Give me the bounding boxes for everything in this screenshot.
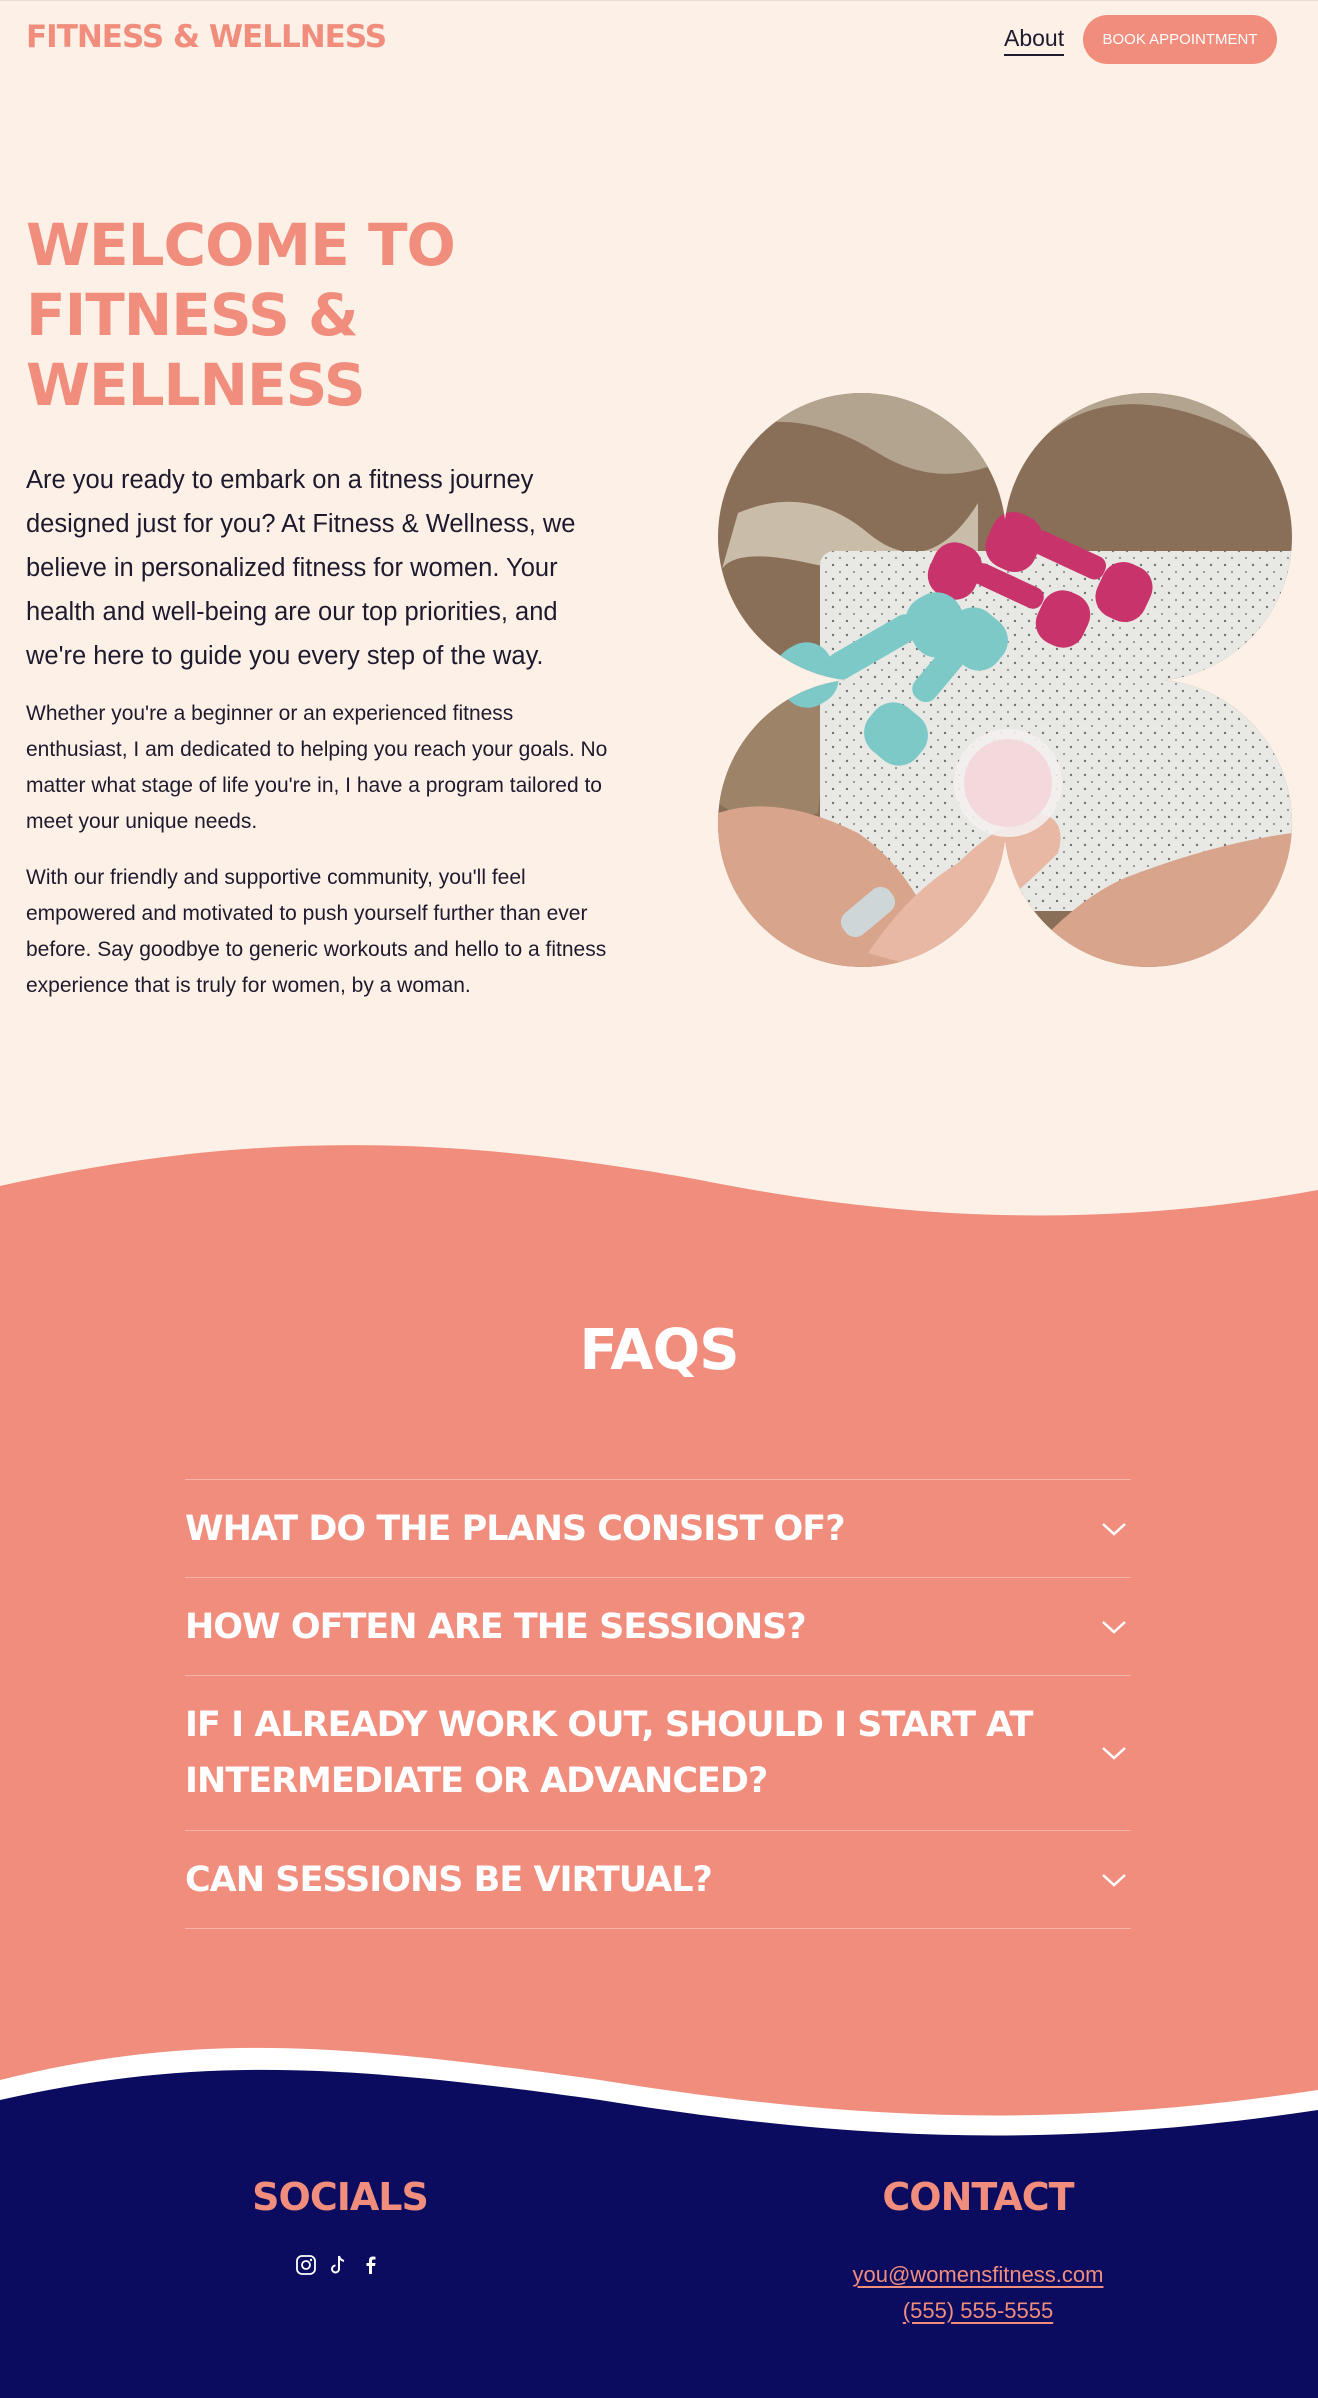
- hero-title: WELCOME TO FITNESS & WELLNESS: [26, 211, 455, 419]
- faq-question: IF I ALREADY WORK OUT, SHOULD I START AT INTERMEDIATE OR ADVANCED?: [185, 1705, 1033, 1801]
- hero-dumbbells-photo: [718, 393, 1292, 967]
- social-icons: [295, 2254, 381, 2276]
- faq-item[interactable]: [185, 1578, 1131, 1676]
- faq-list: [185, 1479, 1131, 1929]
- site-header: [0, 0, 1318, 78]
- chevron-down-icon[interactable]: [1099, 1612, 1129, 1642]
- tiktok-icon[interactable]: [327, 2254, 349, 2276]
- faq-question: CAN SESSIONS BE VIRTUAL?: [185, 1859, 712, 1900]
- footer-background-wave: [0, 2040, 1318, 2398]
- book-appointment-button[interactable]: BOOK APPOINTMENT: [1083, 15, 1277, 64]
- hero-paragraph-2: With our friendly and supportive community, you'll feel empowered and motivated to push yourself further than ever before. Say goodbye to generic workouts and hello to a fitness experience that is truly for women, by a woman.: [26, 866, 607, 997]
- socials-title: SOCIALS: [252, 2175, 428, 2219]
- contact-title: CONTACT: [882, 2175, 1074, 2219]
- facebook-icon[interactable]: [359, 2254, 381, 2276]
- faq-question: WHAT DO THE PLANS CONSIST OF?: [185, 1508, 845, 1549]
- nav-about-link[interactable]: About: [1004, 25, 1064, 56]
- faq-item[interactable]: [185, 1676, 1131, 1831]
- brand-logo[interactable]: FITNESS & WELLNESS: [26, 19, 387, 55]
- hero-paragraph-1: Whether you're a beginner or an experienced fitness enthusiast, I am dedicated to helping you reach your goals. No matter what stage of life you're in, I have a program tailored to meet your unique needs.: [26, 702, 608, 833]
- faq-title: FAQS: [579, 1318, 739, 1383]
- contact-phone-link[interactable]: (555) 555-5555: [902, 2298, 1054, 2323]
- chevron-down-icon[interactable]: [1099, 1865, 1129, 1895]
- instagram-icon[interactable]: [295, 2254, 317, 2276]
- contact-email-link[interactable]: you@womensfitness.com: [852, 2262, 1104, 2287]
- chevron-down-icon[interactable]: [1099, 1738, 1129, 1768]
- chevron-down-icon[interactable]: [1099, 1514, 1129, 1544]
- faq-item[interactable]: [185, 1480, 1131, 1578]
- faq-question: HOW OFTEN ARE THE SESSIONS?: [185, 1606, 806, 1647]
- hero-lead: Are you ready to embark on a fitness journey designed just for you? At Fitness & Wellness, we believe in personalized fitness for women. Your health and well-being are our top priorities, and we're here to guide you every step of the way.: [26, 466, 576, 670]
- faq-item[interactable]: [185, 1831, 1131, 1929]
